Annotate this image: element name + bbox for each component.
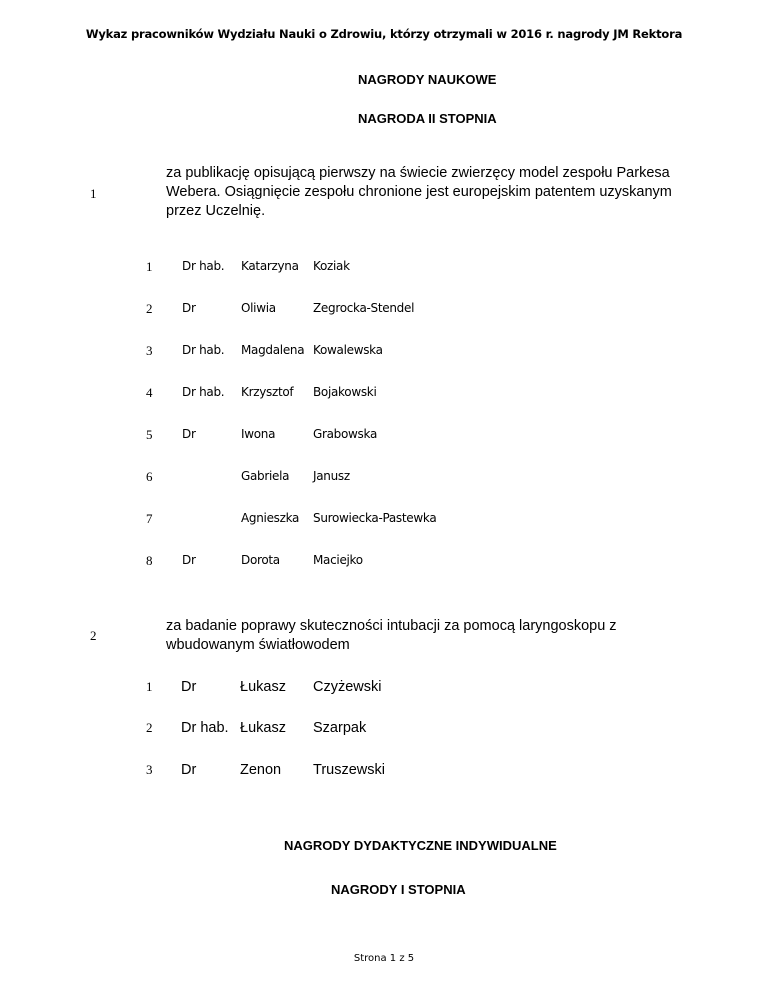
person-index: 2 <box>146 301 153 316</box>
person-index: 2 <box>146 720 153 735</box>
table-row <box>0 427 768 447</box>
section-subtitle: NAGRODY I STOPNIA <box>331 882 466 897</box>
person-first-name: Katarzyna <box>241 259 299 273</box>
table-row <box>0 553 768 573</box>
person-last-name: Bojakowski <box>313 385 377 399</box>
person-title: Dr <box>181 762 197 778</box>
section-title: NAGRODY DYDAKTYCZNE INDYWIDUALNE <box>284 838 557 853</box>
person-title: Dr <box>182 427 196 441</box>
person-title: Dr <box>182 301 196 315</box>
table-row <box>0 385 768 405</box>
person-first-name: Łukasz <box>240 679 286 695</box>
section-subtitle: NAGRODA II STOPNIA <box>358 111 497 126</box>
person-index: 1 <box>146 259 153 274</box>
table-row <box>0 259 768 279</box>
table-row <box>0 343 768 363</box>
table-row <box>0 301 768 321</box>
person-index: 1 <box>146 679 153 694</box>
table-row <box>0 511 768 531</box>
person-first-name: Dorota <box>241 553 280 567</box>
table-row <box>0 720 768 740</box>
person-first-name: Zenon <box>240 762 282 778</box>
person-last-name: Szarpak <box>313 720 367 736</box>
table-row <box>0 762 768 782</box>
person-title: Dr hab. <box>182 343 225 357</box>
section-title: NAGRODY NAUKOWE <box>358 72 497 87</box>
person-last-name: Czyżewski <box>313 679 382 695</box>
award-number: 2 <box>90 628 97 643</box>
person-index: 6 <box>146 469 153 484</box>
person-last-name: Truszewski <box>313 762 385 778</box>
person-first-name: Łukasz <box>240 720 286 736</box>
person-index: 5 <box>146 427 153 442</box>
person-title: Dr hab. <box>182 385 225 399</box>
person-first-name: Oliwia <box>241 301 276 315</box>
person-last-name: Maciejko <box>313 553 363 567</box>
person-last-name: Janusz <box>313 469 350 483</box>
document-header: Wykaz pracowników Wydziału Nauki o Zdrowiu, którzy otrzymali w 2016 r. nagrody JM Rektora <box>85 27 683 41</box>
person-first-name: Agnieszka <box>241 511 300 525</box>
award-description: za publikację opisującą pierwszy na świecie zwierzęcy model zespołu Parkesa Webera. Osiągnięcie zespołu chronione jest europejskim patentem uzyskanym przez Uczelnię. <box>166 165 672 219</box>
person-first-name: Iwona <box>241 427 276 441</box>
person-last-name: Koziak <box>313 259 350 273</box>
award-number: 1 <box>90 186 97 201</box>
person-last-name: Surowiecka-Pastewka <box>313 511 437 525</box>
person-index: 4 <box>146 385 153 400</box>
person-title: Dr hab. <box>181 720 229 736</box>
person-last-name: Zegrocka-Stendel <box>313 301 415 315</box>
person-first-name: Gabriela <box>241 469 290 483</box>
table-row <box>0 469 768 489</box>
page-footer: Strona 1 z 5 <box>353 953 415 964</box>
person-index: 8 <box>146 553 153 568</box>
person-index: 3 <box>146 343 153 358</box>
person-index: 3 <box>146 762 153 777</box>
person-title: Dr <box>182 553 196 567</box>
table-row <box>0 679 768 699</box>
person-first-name: Magdalena <box>241 343 305 357</box>
person-title: Dr <box>181 679 197 695</box>
person-index: 7 <box>146 511 153 526</box>
person-title: Dr hab. <box>182 259 225 273</box>
person-last-name: Kowalewska <box>313 343 383 357</box>
person-first-name: Krzysztof <box>241 385 294 399</box>
person-last-name: Grabowska <box>313 427 378 441</box>
award-description: za badanie poprawy skuteczności intubacji za pomocą laryngoskopu z wbudowanym światłowodem <box>166 618 617 653</box>
